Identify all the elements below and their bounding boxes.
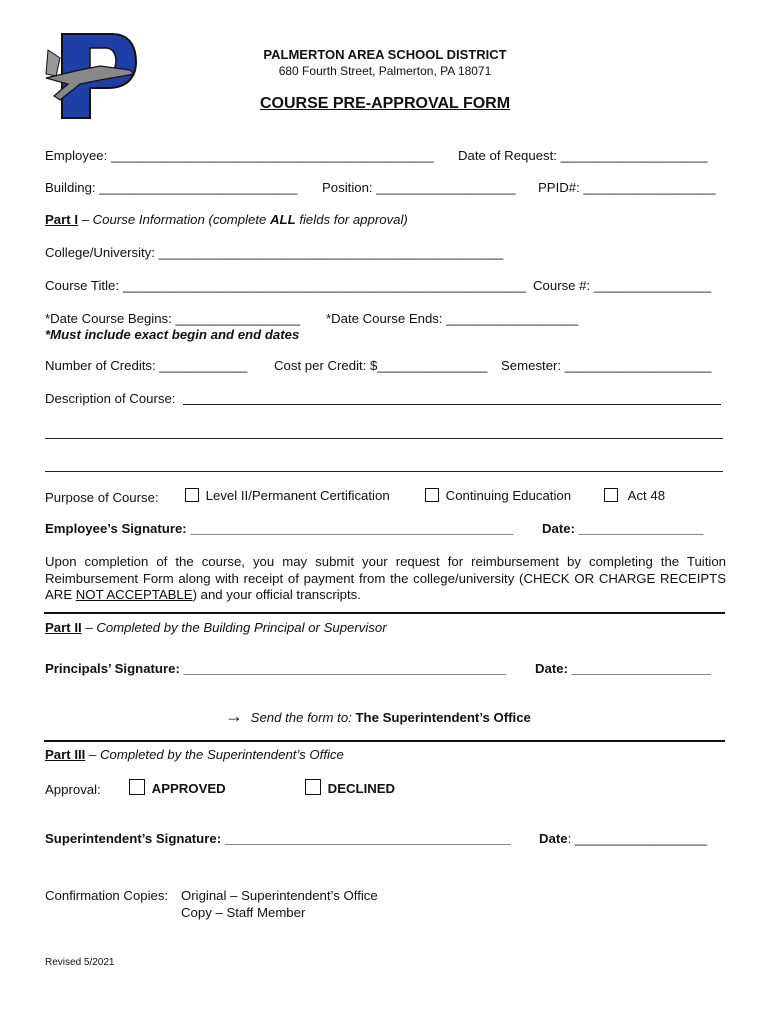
- checkbox-declined[interactable]: [305, 779, 321, 795]
- send-text: Send the form to:: [250, 710, 356, 725]
- part3-dash: –: [85, 747, 100, 762]
- purpose-option-act48[interactable]: [604, 488, 665, 503]
- semester-field[interactable]: Semester: ____________________: [501, 358, 712, 373]
- approved-option[interactable]: [129, 779, 226, 796]
- part2-label: Part II: [45, 620, 82, 635]
- checkbox-continuing[interactable]: [425, 488, 439, 502]
- part2-heading: [45, 620, 387, 635]
- principal-signature-field[interactable]: Principals’ Signature: ____________________________________________: [45, 661, 507, 676]
- purpose-option-continuing[interactable]: [425, 488, 571, 503]
- approved-label: APPROVED: [151, 781, 226, 796]
- college-field[interactable]: College/University: _______________________________________________: [45, 245, 504, 260]
- send-instruction: [225, 706, 531, 727]
- date-begins-field[interactable]: *Date Course Begins: _________________: [45, 311, 301, 326]
- section-divider: [44, 740, 725, 742]
- principal-signature-date-field[interactable]: Date: ___________________: [535, 661, 711, 676]
- purpose-option-label: Level II/Permanent Certification: [205, 488, 390, 503]
- declined-label: DECLINED: [327, 781, 396, 796]
- part3-text: Completed by the Superintendent’s Office: [99, 747, 344, 762]
- position-field[interactable]: Position: ___________________: [322, 180, 516, 195]
- part1-text-b: fields for approval): [295, 212, 408, 227]
- checkbox-act48[interactable]: [604, 488, 618, 502]
- date-ends-field[interactable]: *Date Course Ends: __________________: [326, 311, 579, 326]
- purpose-option-label: Act 48: [627, 488, 666, 503]
- not-acceptable-text: NOT ACCEPTABLE: [75, 587, 193, 602]
- description-line-1[interactable]: [183, 404, 721, 405]
- building-field[interactable]: Building: ___________________________: [45, 180, 298, 195]
- course-number-field[interactable]: Course #: ________________: [533, 278, 712, 293]
- date-of-request-field[interactable]: Date of Request: ____________________: [458, 148, 708, 163]
- description-line-2[interactable]: [45, 438, 723, 439]
- declined-option[interactable]: [305, 779, 395, 796]
- part1-heading: [45, 212, 408, 227]
- part3-label: Part III: [45, 747, 86, 762]
- form-title: COURSE PRE-APPROVAL FORM: [259, 95, 511, 112]
- part2-text: Completed by the Building Principal or Supervisor: [96, 620, 387, 635]
- part1-all: ALL: [270, 212, 296, 227]
- part2-dash: –: [81, 620, 97, 635]
- dates-note: *Must include exact begin and end dates: [45, 327, 300, 342]
- district-name: PALMERTON AREA SCHOOL DISTRICT: [263, 47, 507, 62]
- superintendent-signature-field[interactable]: Superintendent’s Signature: _______________________________________: [45, 831, 511, 846]
- superintendent-date-line: : __________________: [567, 831, 707, 846]
- superintendent-date-label: Date: [539, 831, 568, 846]
- employee-signature-field[interactable]: Employee’s Signature: ____________________________________________: [45, 521, 514, 536]
- ppid-field[interactable]: PPID#: __________________: [538, 180, 716, 195]
- checkbox-level2[interactable]: [185, 488, 199, 502]
- section-divider: [44, 612, 725, 614]
- part3-heading: [45, 747, 344, 762]
- revised-date: Revised 5/2021: [45, 957, 115, 968]
- credits-field[interactable]: Number of Credits: ____________: [45, 358, 248, 373]
- part1-label: Part I: [45, 212, 78, 227]
- employee-field[interactable]: Employee: ____________________________________________: [45, 148, 434, 163]
- course-title-field[interactable]: Course Title: _______________________________________________________: [45, 278, 527, 293]
- purpose-option-label: Continuing Education: [445, 488, 572, 503]
- superintendent-date-field[interactable]: [539, 831, 707, 846]
- purpose-label: Purpose of Course:: [45, 490, 159, 505]
- reimbursement-paragraph: [45, 554, 726, 604]
- employee-signature-date-field[interactable]: Date: _________________: [542, 521, 704, 536]
- description-label: Description of Course:: [45, 391, 176, 406]
- description-line-3[interactable]: [45, 471, 723, 472]
- part1-dash: –: [77, 212, 93, 227]
- approval-label: Approval:: [45, 782, 101, 797]
- cost-per-credit-field[interactable]: Cost per Credit: $_______________: [274, 358, 488, 373]
- send-office: The Superintendent’s Office: [355, 710, 531, 725]
- confirmation-original: Original – Superintendent’s Office: [181, 888, 378, 903]
- confirmation-copy: Copy – Staff Member: [181, 905, 306, 920]
- checkbox-approved[interactable]: [129, 779, 145, 795]
- district-address: 680 Fourth Street, Palmerton, PA 18071: [278, 64, 492, 78]
- purpose-option-level2[interactable]: [185, 488, 390, 503]
- part1-text: Course Information (complete: [92, 212, 271, 227]
- confirmation-label: Confirmation Copies:: [45, 888, 169, 903]
- reimbursement-text: Upon completion of the course, you may submit your request for reimbursement by completing the Tuition Reimbursement Form along with receipt of payment from the college/university (CHECK OR CHARGE RECEIPTS ARE: [45, 554, 726, 602]
- arrow-right-icon: →: [225, 706, 243, 726]
- reimbursement-text-end: ) and your official transcripts.: [192, 587, 361, 602]
